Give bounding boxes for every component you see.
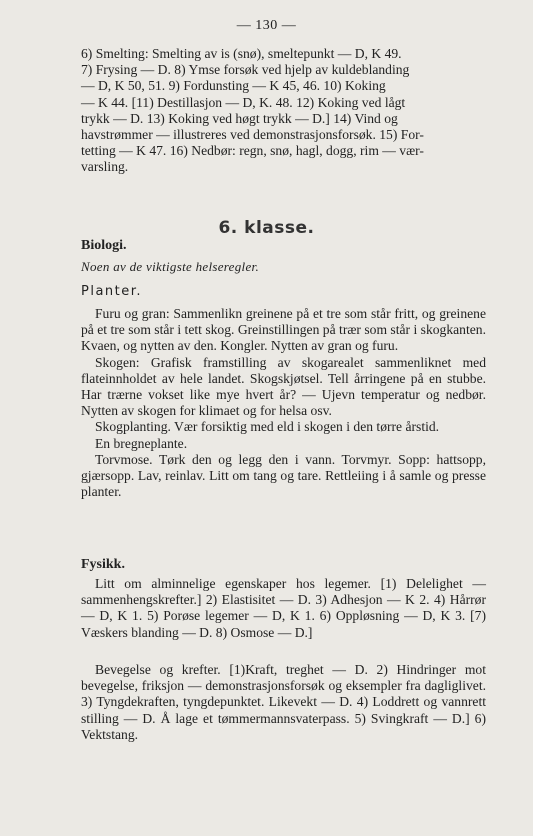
text-line: 6) Smelting: Smelting av is (snø), smeltepunkt — D, K 49. (81, 46, 402, 61)
paragraph-torvmose: Torvmose. Tørk den og legg den i vann. Torvmyr. Sopp: hattsopp, gjærsopp. Lav, reinlav. Litt om tang og tare. Rettleiing i å samle og presse planter. (81, 451, 486, 500)
text-line: varsling. (81, 159, 129, 175)
paragraph-bregne: En bregneplante. (95, 435, 188, 451)
text-line: 7) Frysing — D. 8) Ymse forsøk ved hjelp av kuldeblanding (81, 62, 410, 78)
text-line: tetting — K 47. 16) Nedbør: regn, snø, hagl, dogg, rim — vær- (81, 143, 424, 159)
biologi-subheading: Noen av de viktigste helseregler. (81, 259, 260, 274)
text-line: — K 44. [11) Destillasjon — D, K. 48. 12) Koking ved lågt (81, 94, 406, 110)
paragraph-furu: Furu og gran: Sammenlikn greinene på et tre som står fritt, og greinene på et tre som står i tett skog. Greinstillingen på trær som står i skogkanten. Kvaen, og nytten av den. Kongler. Nytten av gran og furu. (81, 306, 486, 354)
biologi-body (81, 306, 486, 500)
text-line: havstrømmer — illustreres ved demonstrasjonsforsøk. 15) For- (81, 127, 424, 143)
text-line: — D, K 50, 51. 9) Fordunsting — K 45, 46. 10) Koking (81, 78, 386, 94)
page-number: — 130 — (236, 18, 297, 33)
paragraph-skogplanting: Skogplanting. Vær forsiktig med eld i skogen i den tørre årstid. (95, 419, 440, 435)
paragraph-bevegelse: Bevegelse og krefter. [1)Kraft, treghet — D. 2) Hindringer mot bevegelse, friksjon — demonstrasjonsforsøk og eksempler fra dagliglivet. 3) Tyngdekraften, tyngdepunktet. Likevekt — D. 4) Loddrett og vannrett stilling — D. Å lage et tømmermannsvaterpass. 5) Svingkraft — D.] 6) Vektstang. (81, 662, 486, 742)
fysikk-heading: Fysikk. (81, 557, 125, 572)
planter-heading: Planter. (81, 284, 143, 299)
fysikk-body-2 (81, 662, 486, 743)
paragraph-egenskaper: Litt om alminnelige egenskaper hos legemer. [1) Delelighet — sammenhengskrefter.] 2) Elastisitet — D. 3) Adhesjon — K 2. 4) Hårrør — D, K 1. 5) Porøse legemer — D, K 1. 6) Oppløsning — D, K 3. [7) Væskers blanding — D. 8) Osmose — D.] (81, 576, 486, 640)
intro-physics-list (81, 46, 486, 176)
biologi-heading: Biologi. (81, 238, 127, 253)
paragraph-skogen: Skogen: Grafisk framstilling av skogarealet sammenliknet med flateinnholdet av hele landet. Skogskjøtsel. Tell årringene på en stubbe. Har trærne vokset like mye hvert år? — Ujevn temperatur og nedbør. Nytten av skogen for klimaet og for helsa osv. (81, 354, 486, 419)
text-line: trykk — D. 13) Koking ved høgt trykk — D.] 14) Vind og (81, 110, 398, 126)
fysikk-body (81, 576, 486, 641)
section-title: 6. klasse. (218, 218, 315, 238)
